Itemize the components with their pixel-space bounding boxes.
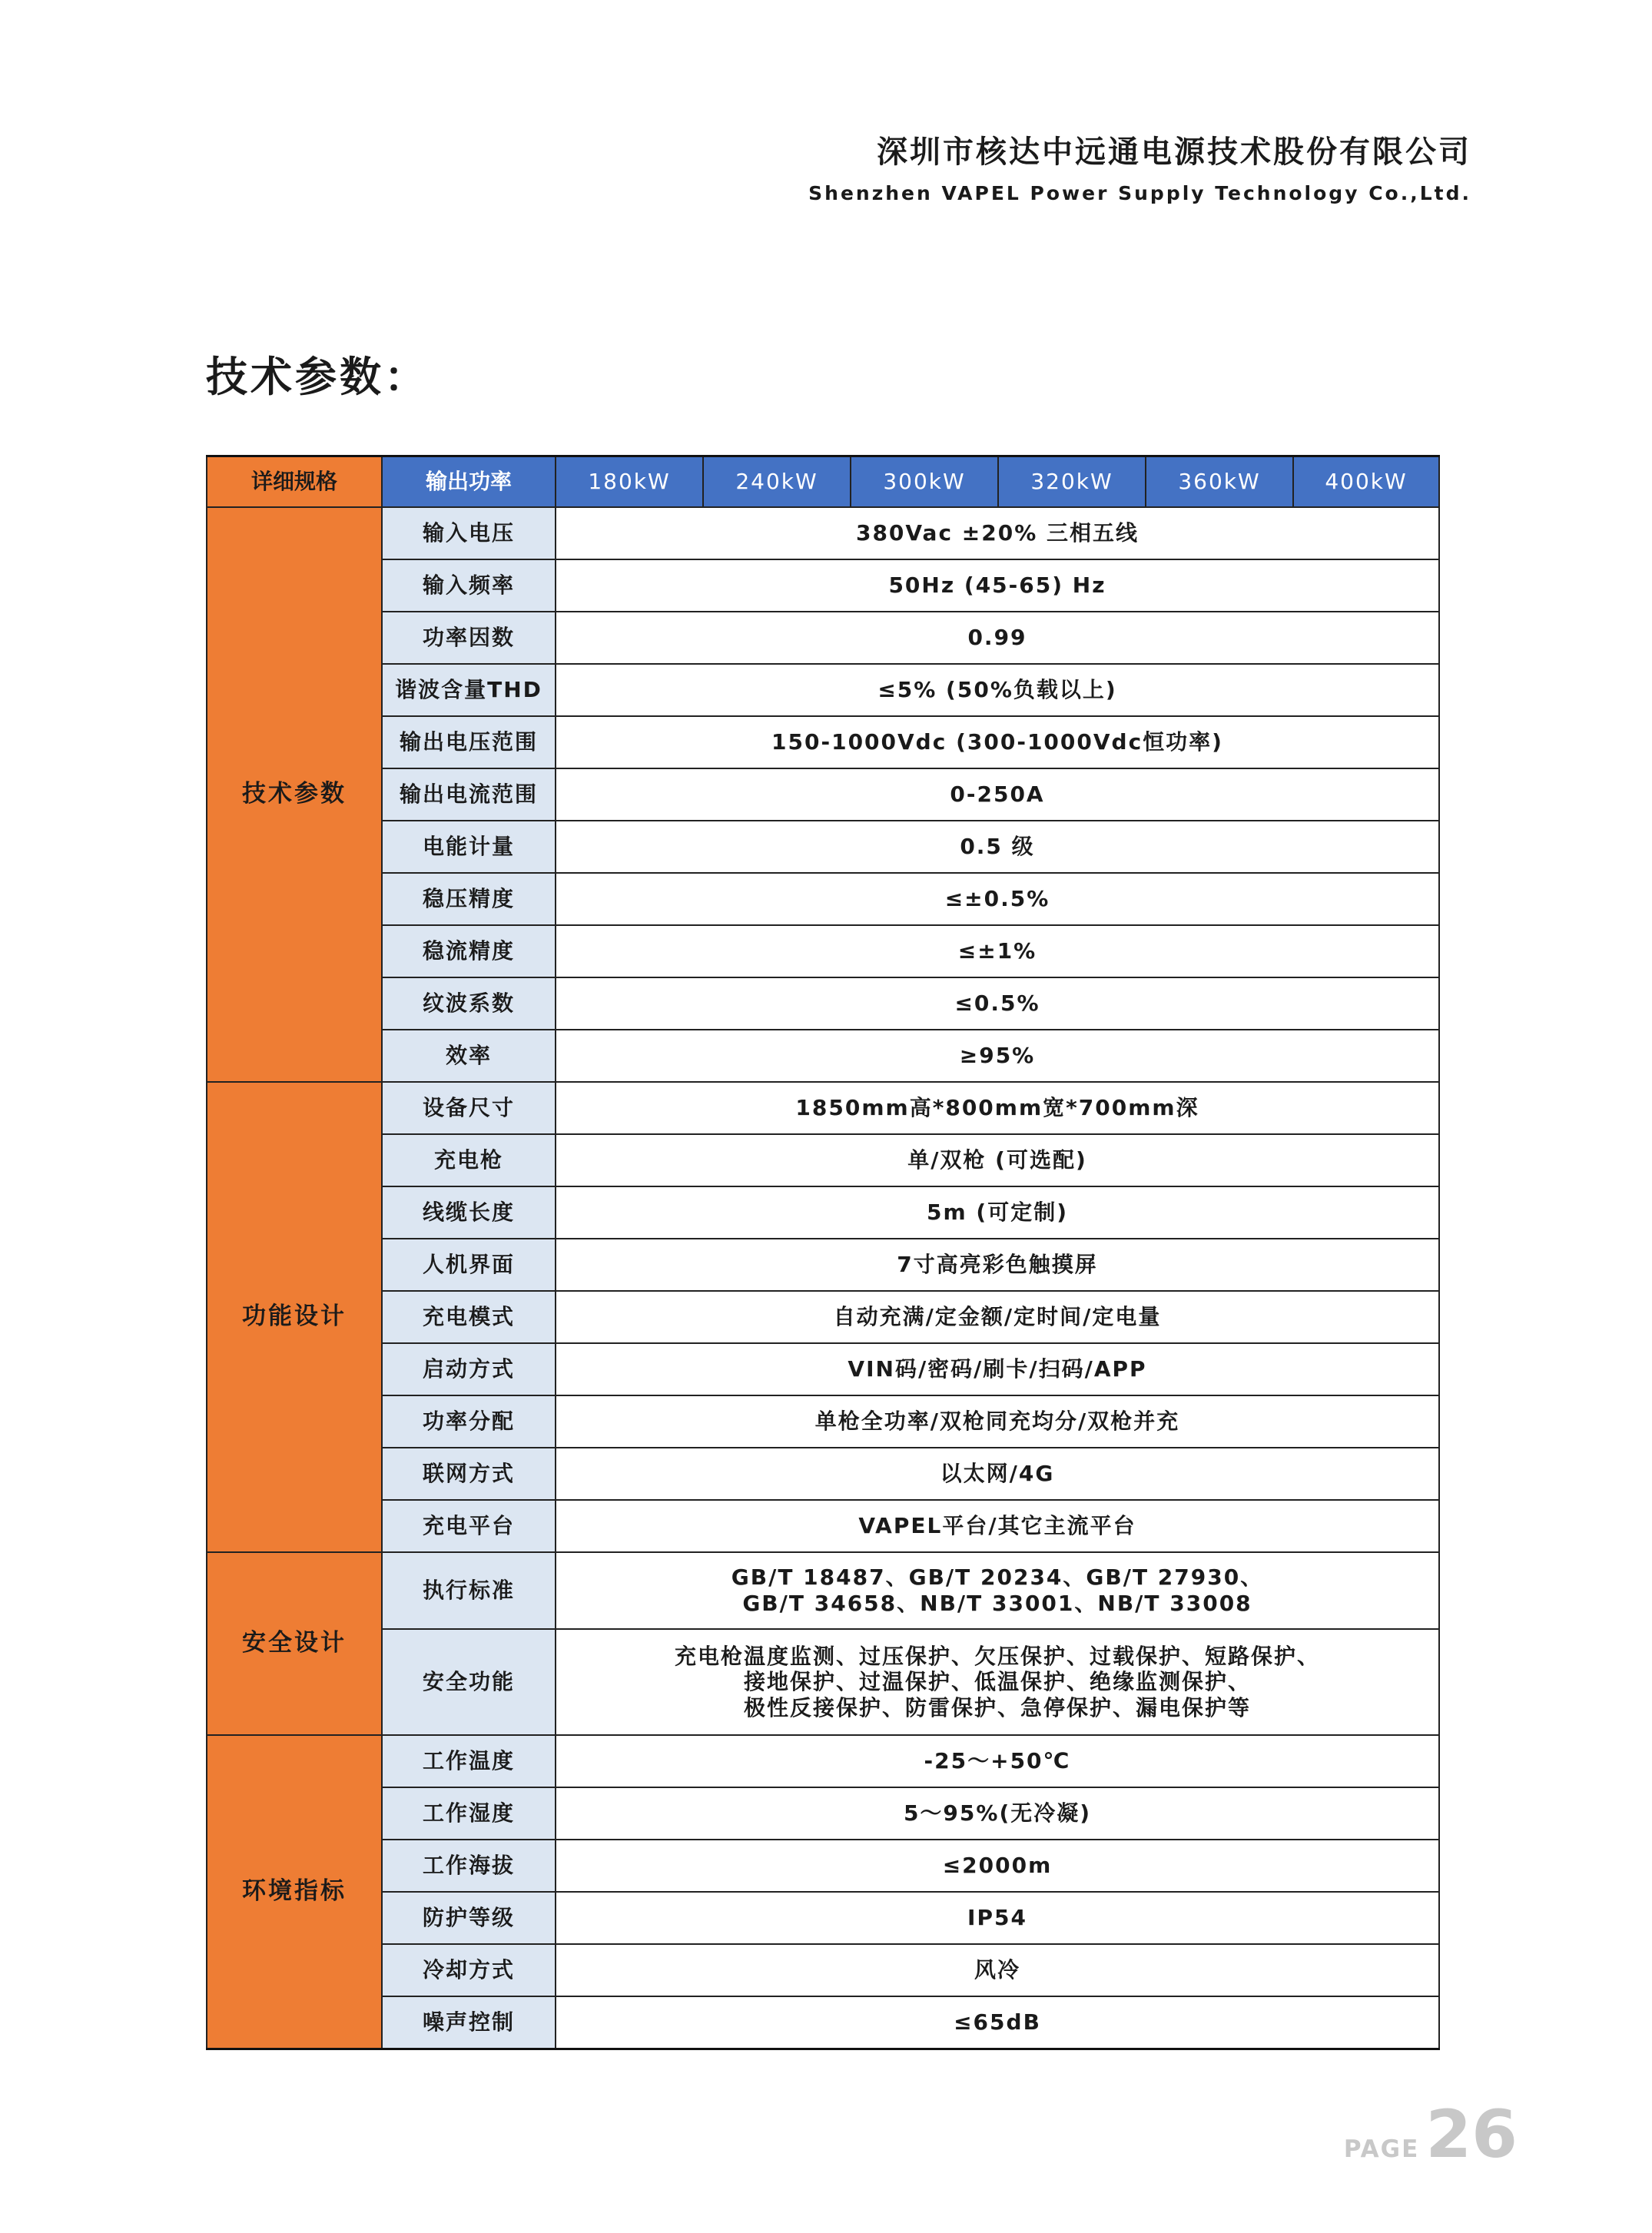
param-label: 电能计量 xyxy=(382,821,556,873)
param-label: 充电平台 xyxy=(382,1500,556,1552)
table-header-row xyxy=(207,456,1439,508)
company-header xyxy=(808,128,1471,204)
param-value: 单枪全功率/双枪同充均分/双枪并充 xyxy=(556,1395,1439,1448)
table-row xyxy=(207,1030,1439,1082)
param-value: 0.99 xyxy=(556,612,1439,664)
table-row xyxy=(207,1395,1439,1448)
page-number xyxy=(1344,2096,1518,2173)
table-row xyxy=(207,1552,1439,1629)
table-row xyxy=(207,1343,1439,1395)
param-value xyxy=(556,1552,1439,1629)
param-label: 功率因数 xyxy=(382,612,556,664)
param-label: 联网方式 xyxy=(382,1448,556,1500)
param-label: 安全功能 xyxy=(382,1629,556,1735)
category-cell: 安全设计 xyxy=(207,1552,382,1735)
param-value: 自动充满/定金额/定时间/定电量 xyxy=(556,1291,1439,1343)
param-value: ≤0.5% xyxy=(556,977,1439,1030)
param-label: 效率 xyxy=(382,1030,556,1082)
param-label: 工作湿度 xyxy=(382,1787,556,1840)
param-value: 0-250A xyxy=(556,768,1439,821)
param-label: 输入频率 xyxy=(382,559,556,612)
table-row xyxy=(207,664,1439,716)
table-row xyxy=(207,1629,1439,1735)
param-label: 执行标准 xyxy=(382,1552,556,1629)
param-value xyxy=(556,1629,1439,1735)
table-row xyxy=(207,716,1439,768)
table-row xyxy=(207,1291,1439,1343)
header-category: 详细规格 xyxy=(207,456,382,508)
param-label: 噪声控制 xyxy=(382,1996,556,2049)
table-row xyxy=(207,1996,1439,2049)
param-label: 输出电流范围 xyxy=(382,768,556,821)
table-row xyxy=(207,1840,1439,1892)
table-row xyxy=(207,1448,1439,1500)
param-value: 380Vac ±20% 三相五线 xyxy=(556,507,1439,559)
table-row xyxy=(207,1944,1439,1996)
table-row xyxy=(207,559,1439,612)
param-value-line: 极性反接保护、防雷保护、急停保护、漏电保护等 xyxy=(743,1694,1251,1720)
param-value-line: GB/T 34658、NB/T 33001、NB/T 33008 xyxy=(742,1591,1252,1616)
table-row xyxy=(207,977,1439,1030)
table-row xyxy=(207,1735,1439,1787)
param-label: 充电枪 xyxy=(382,1134,556,1186)
table-row xyxy=(207,507,1439,559)
param-value: ≤65dB xyxy=(556,1996,1439,2049)
param-value: ≥95% xyxy=(556,1030,1439,1082)
param-value: -25～+50℃ xyxy=(556,1735,1439,1787)
company-name-cn: 深圳市核达中远通电源技术股份有限公司 xyxy=(877,134,1471,170)
param-label: 人机界面 xyxy=(382,1239,556,1291)
table-row xyxy=(207,1892,1439,1944)
param-value: VIN码/密码/刷卡/扫码/APP xyxy=(556,1343,1439,1395)
param-value: 1850mm高*800mm宽*700mm深 xyxy=(556,1082,1439,1134)
power-360kw: 360kW xyxy=(1146,456,1293,508)
spec-table xyxy=(206,455,1440,2050)
param-value: 5～95%(无冷凝) xyxy=(556,1787,1439,1840)
table-row xyxy=(207,768,1439,821)
table-row xyxy=(207,821,1439,873)
header-output-power: 输出功率 xyxy=(382,456,556,508)
param-value-line: 接地保护、过温保护、低温保护、绝缘监测保护、 xyxy=(743,1669,1251,1695)
category-cell: 环境指标 xyxy=(207,1735,382,2049)
param-value: 以太网/4G xyxy=(556,1448,1439,1500)
power-180kw: 180kW xyxy=(556,456,703,508)
param-value: 0.5 级 xyxy=(556,821,1439,873)
param-value: 风冷 xyxy=(556,1944,1439,1996)
param-label: 充电模式 xyxy=(382,1291,556,1343)
param-value: ≤2000m xyxy=(556,1840,1439,1892)
power-300kw: 300kW xyxy=(851,456,998,508)
page-word: PAGE xyxy=(1343,2135,1420,2163)
param-value-line: GB/T 18487、GB/T 20234、GB/T 27930、 xyxy=(731,1564,1264,1591)
param-value: 50Hz (45-65) Hz xyxy=(556,559,1439,612)
param-label: 稳压精度 xyxy=(382,873,556,925)
param-value: ≤±0.5% xyxy=(556,873,1439,925)
param-value: ≤±1% xyxy=(556,925,1439,977)
param-label: 纹波系数 xyxy=(382,977,556,1030)
table-row xyxy=(207,1787,1439,1840)
param-label: 工作海拔 xyxy=(382,1840,556,1892)
table-row xyxy=(207,1082,1439,1134)
param-value: IP54 xyxy=(556,1892,1439,1944)
power-400kw: 400kW xyxy=(1293,456,1439,508)
table-row xyxy=(207,1239,1439,1291)
param-value: 单/双枪 (可选配) xyxy=(556,1134,1439,1186)
param-value: 7寸高亮彩色触摸屏 xyxy=(556,1239,1439,1291)
param-label: 输出电压范围 xyxy=(382,716,556,768)
param-label: 输入电压 xyxy=(382,507,556,559)
table-row xyxy=(207,873,1439,925)
table-row xyxy=(207,1134,1439,1186)
param-label: 设备尺寸 xyxy=(382,1082,556,1134)
page-number-value: 26 xyxy=(1425,2096,1518,2173)
param-value: 150-1000Vdc (300-1000Vdc恒功率) xyxy=(556,716,1439,768)
table-row xyxy=(207,1186,1439,1239)
param-value: ≤5% (50%负载以上) xyxy=(556,664,1439,716)
table-row xyxy=(207,925,1439,977)
param-label: 功率分配 xyxy=(382,1395,556,1448)
param-value-line: 充电枪温度监测、过压保护、欠压保护、过载保护、短路保护、 xyxy=(674,1643,1320,1669)
param-value: VAPEL平台/其它主流平台 xyxy=(556,1500,1439,1552)
param-label: 线缆长度 xyxy=(382,1186,556,1239)
company-name-en: Shenzhen VAPEL Power Supply Technology Co.,Ltd. xyxy=(808,182,1471,204)
param-label: 防护等级 xyxy=(382,1892,556,1944)
power-320kw: 320kW xyxy=(998,456,1146,508)
param-label: 启动方式 xyxy=(382,1343,556,1395)
param-label: 工作温度 xyxy=(382,1735,556,1787)
param-label: 稳流精度 xyxy=(382,925,556,977)
table-row xyxy=(207,1500,1439,1552)
power-240kw: 240kW xyxy=(703,456,851,508)
category-cell: 功能设计 xyxy=(207,1082,382,1552)
table-row xyxy=(207,612,1439,664)
param-label: 冷却方式 xyxy=(382,1944,556,1996)
param-value: 5m (可定制) xyxy=(556,1186,1439,1239)
section-title: 技术参数： xyxy=(206,353,429,401)
category-cell: 技术参数 xyxy=(207,507,382,1082)
param-label: 谐波含量THD xyxy=(382,664,556,716)
